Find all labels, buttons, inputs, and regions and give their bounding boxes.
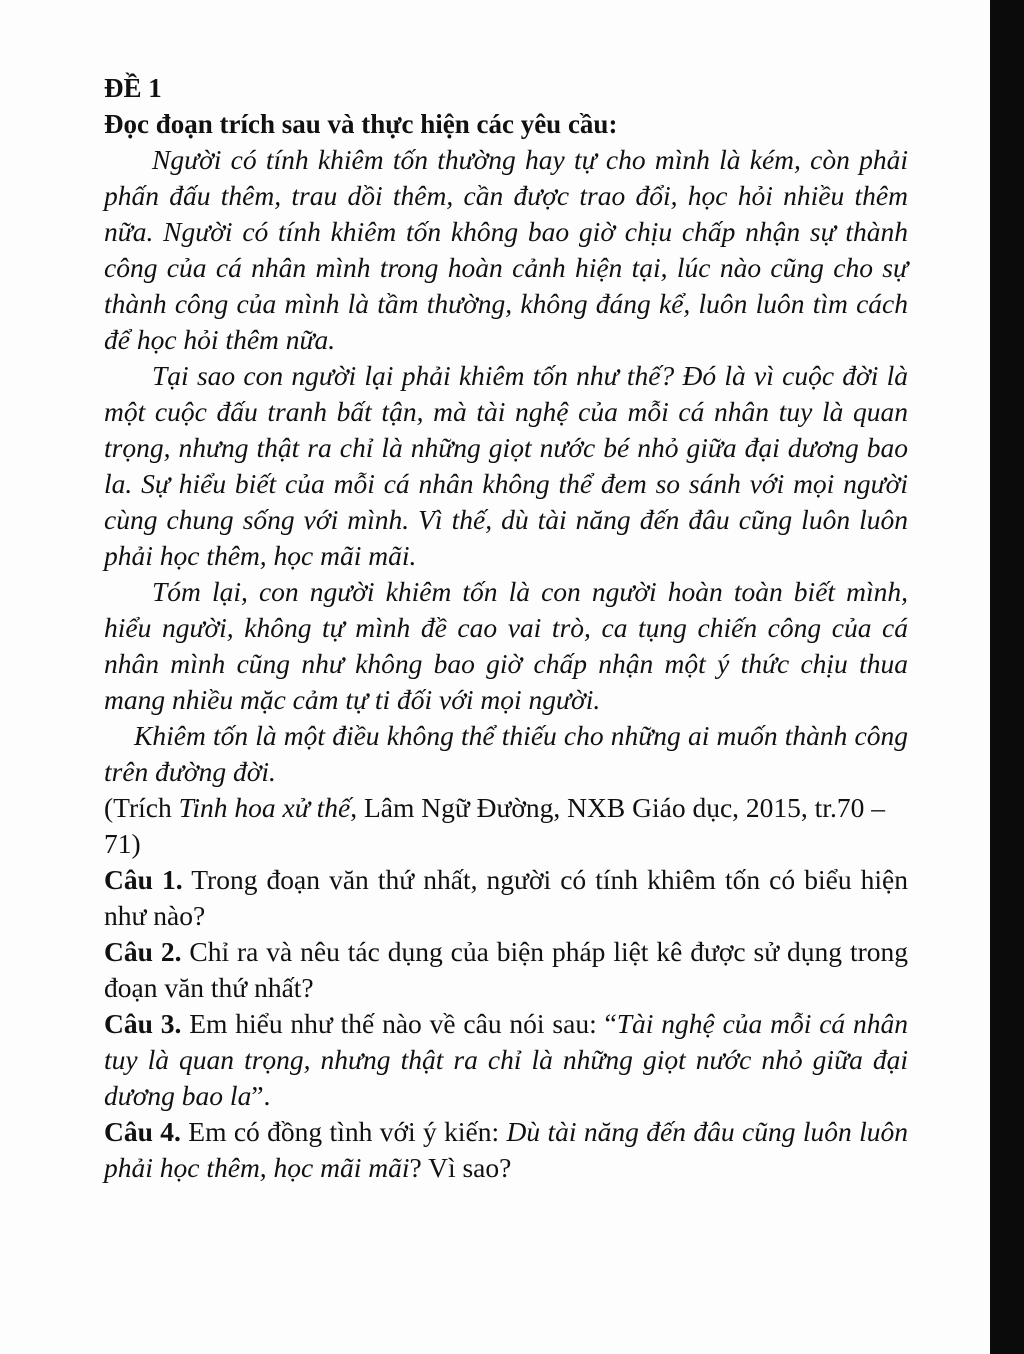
question-quote: Tài nghệ của mỗi cá nhân tuy là quan trọng, nhưng thật ra chỉ là những giọt nước nhỏ giữa đại dương bao la (104, 1008, 908, 1111)
source-citation (104, 790, 908, 862)
question-label: Câu 3. (104, 1008, 182, 1039)
question-1 (104, 862, 908, 934)
instruction: Đọc đoạn trích sau và thực hiện các yêu cầu: (104, 109, 618, 139)
question-label: Câu 4. (104, 1116, 181, 1147)
source-book-title: Tinh hoa xử thế (178, 792, 351, 823)
source-open: (Trích (104, 792, 179, 823)
source-rest: , Lâm Ngữ Đường, NXB Giáo dục, 2015, tr.70 – 71) (104, 792, 885, 859)
passage-paragraph-3: Tóm lại, con người khiêm tốn là con người hoàn toàn biết mình, hiểu người, không tự mình đề cao vai trò, ca tụng chiến công của cá nhân mình cũng như không bao giờ chấp nhận một ý thức chịu thua mang nhiều mặc cảm tự ti đối với mọi người. (104, 576, 908, 715)
question-2 (104, 934, 908, 1006)
question-text: Chỉ ra và nêu tác dụng của biện pháp liệt kê được sử dụng trong đoạn văn thứ nhất? (104, 936, 909, 1003)
question-label: Câu 2. (104, 936, 182, 967)
question-quote: Dù tài năng đến đâu cũng luôn luôn phải học thêm, học mãi mãi (104, 1116, 908, 1183)
question-text: Trong đoạn văn thứ nhất, người có tính khiêm tốn có biểu hiện như nào? (104, 864, 908, 931)
question-text: Em có đồng tình với ý kiến: (180, 1116, 507, 1147)
passage-paragraph-2: Tại sao con người lại phải khiêm tốn như thế? Đó là vì cuộc đời là một cuộc đấu tranh bất tận, mà tài nghệ của mỗi cá nhân tuy là quan trọng, nhưng thật ra chỉ là những giọt nước bé nhỏ giữa đại dương bao la. Sự hiểu biết của mỗi cá nhân không thể đem so sánh với mọi người cùng chung sống với mình. Vì thế, dù tài năng đến đâu cũng luôn luôn phải học thêm, học mãi mãi. (104, 360, 908, 571)
question-after: ? Vì sao? (409, 1152, 512, 1183)
dark-page-edge (990, 0, 1024, 1354)
question-text: Em hiểu như thế nào về câu nói sau: “ (181, 1008, 617, 1039)
passage-paragraph-1: Người có tính khiêm tốn thường hay tự cho mình là kém, còn phải phấn đấu thêm, trau dồi thêm, cần được trao đổi, học hỏi nhiều thêm nữa. Người có tính khiêm tốn không bao giờ chịu chấp nhận sự thành công của cá nhân mình trong hoàn cảnh hiện tại, lúc nào cũng cho sự thành công của mình là tầm thường, không đáng kể, luôn luôn tìm cách để học hỏi thêm nữa. (104, 144, 908, 355)
document-content (104, 70, 908, 1186)
exam-title: ĐỀ 1 (104, 73, 162, 103)
question-3 (104, 1006, 908, 1114)
passage-paragraph-4: Khiêm tốn là một điều không thể thiếu cho những ai muốn thành công trên đường đời. (104, 720, 908, 787)
question-after: ”. (251, 1080, 271, 1111)
question-4 (104, 1114, 908, 1186)
question-label: Câu 1. (104, 864, 183, 895)
